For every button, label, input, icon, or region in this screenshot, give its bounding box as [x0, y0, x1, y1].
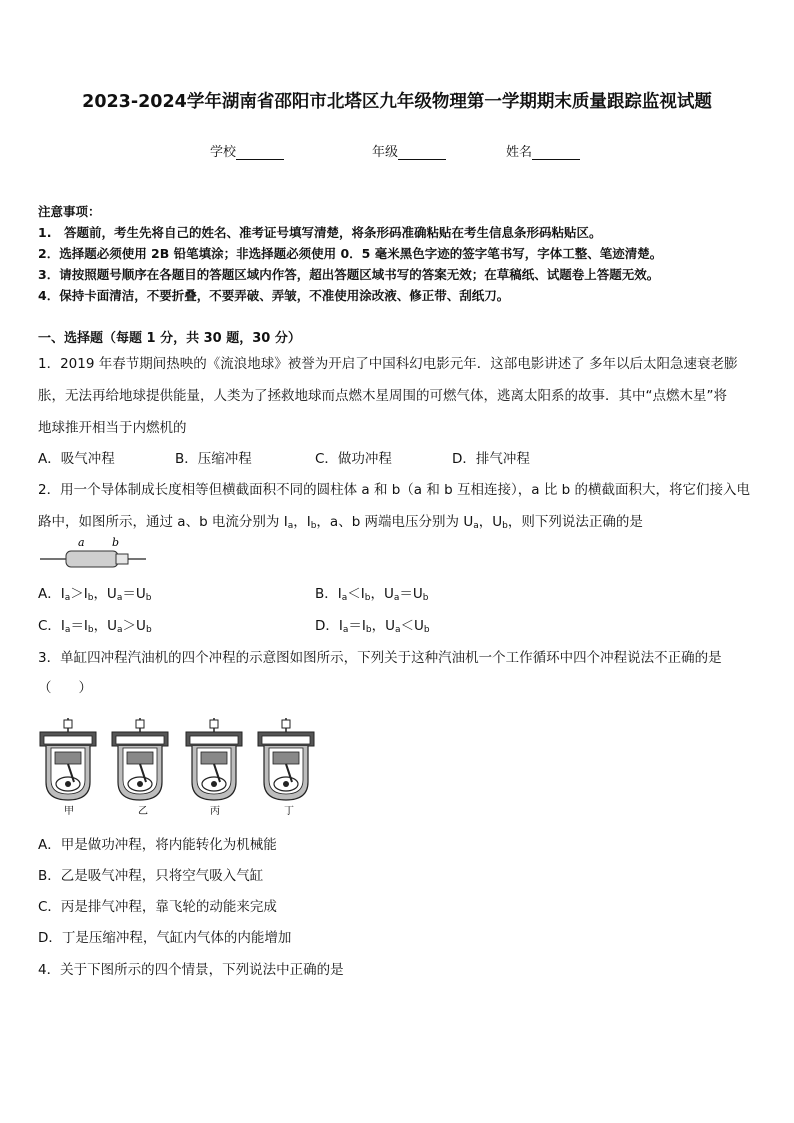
engine-label: 丙	[210, 806, 220, 817]
notice-item: 2．选择题必须使用 2B 铅笔填涂；非选择题必须使用 0．5 毫米黑色字迹的签字笔书写，字体工整、笔迹清楚。	[38, 246, 663, 261]
section-heading: 一、选择题（每题 1 分，共 30 题，30 分）	[38, 331, 301, 346]
q3-option-d[interactable]: D．丁是压缩冲程，气缸内气体的内能增加	[38, 930, 292, 946]
notice-block	[38, 201, 758, 306]
school-blank[interactable]	[236, 146, 284, 160]
q4-line: 4．关于下图所示的四个情景，下列说法中正确的是	[38, 962, 344, 978]
cylinder-b	[116, 554, 128, 564]
grade-field[interactable]	[372, 141, 446, 160]
q1-line: 1．2019 年春节期间热映的《流浪地球》被誉为开启了中国科幻电影元年．这部电影讲述了 多年以后太阳急速衰老膨	[38, 356, 738, 372]
conductor-figure	[38, 535, 148, 573]
q2-option-b[interactable]: B．$I_a<I_b$，$U_a=U_b$	[315, 586, 429, 603]
name-field[interactable]	[506, 141, 580, 160]
notice-item: 1. 答题前，考生先将自己的姓名、准考证号填写清楚，将条形码准确粘贴在考生信息条形码粘贴区。	[38, 225, 602, 240]
q2-line: 2．用一个导体制成长度相等但横截面积不同的圆柱体 a 和 b（a 和 b 互相连接），a 比 b 的横截面积大，将它们接入电	[38, 482, 750, 498]
q1-option-c[interactable]: C．做功冲程	[315, 451, 392, 467]
name-blank[interactable]	[532, 146, 580, 160]
name-label: 姓名	[506, 145, 533, 160]
engine-label: 甲	[64, 806, 74, 817]
q2-option-a[interactable]: A．$I_a>I_b$，$U_a=U_b$	[38, 586, 152, 603]
cylinder-a	[66, 551, 118, 567]
q2-option-c[interactable]: C．$I_a=I_b$，$U_a>U_b$	[38, 618, 152, 635]
notice-item: 3．请按照题号顺序在各题目的答题区域内作答，超出答题区域书写的答案无效；在草稿纸、试题卷上答题无效。	[38, 267, 660, 282]
school-field[interactable]	[210, 141, 284, 160]
q1-option-b[interactable]: B．压缩冲程	[175, 451, 252, 467]
q1-option-d[interactable]: D．排气冲程	[452, 451, 530, 467]
school-label: 学校	[210, 145, 237, 160]
engine-strokes-figure	[38, 708, 328, 818]
grade-label: 年级	[372, 145, 399, 160]
q3-line: （ ）	[38, 680, 92, 696]
q3-option-b[interactable]: B．乙是吸气冲程，只将空气吸入气缸	[38, 868, 264, 884]
engine-label: 乙	[138, 806, 148, 817]
engine-bing	[186, 718, 242, 800]
q2-line: 路中，如图所示，通过 a、b 电流分别为 $I_a$，$I_b$，a、b 两端电压分别为 $U_a$，$U_b$，则下列说法正确的是	[38, 514, 643, 531]
label-a: a	[78, 536, 85, 549]
engine-ding	[258, 718, 314, 800]
engine-jia	[40, 718, 96, 800]
q1-line: 地球推开相当于内燃机的	[38, 420, 187, 436]
page-title: 2023-2024学年湖南省邵阳市北塔区九年级物理第一学期期末质量跟踪监视试题	[82, 92, 712, 112]
notice-item: 4．保持卡面清洁，不要折叠，不要弄破、弄皱，不准使用涂改液、修正带、刮纸刀。	[38, 288, 510, 303]
q1-option-a[interactable]: A．吸气冲程	[38, 451, 115, 467]
q3-option-a[interactable]: A．甲是做功冲程，将内能转化为机械能	[38, 837, 277, 853]
q2-option-d[interactable]: D．$I_a=I_b$，$U_a<U_b$	[315, 618, 430, 635]
label-b: b	[112, 536, 120, 549]
engine-label: 丁	[284, 806, 294, 817]
q1-line: 胀，无法再给地球提供能量，人类为了拯救地球而点燃木星周围的可燃气体，逃离太阳系的故事．其中“点燃木星”将	[38, 388, 727, 404]
notice-heading: 注意事项：	[38, 204, 101, 219]
q3-line: 3．单缸四冲程汽油机的四个冲程的示意图如图所示，下列关于这种汽油机一个工作循环中四个冲程说法不正确的是	[38, 650, 722, 666]
engine-yi	[112, 718, 168, 800]
q3-option-c[interactable]: C．丙是排气冲程，靠飞轮的动能来完成	[38, 899, 277, 915]
grade-blank[interactable]	[398, 146, 446, 160]
